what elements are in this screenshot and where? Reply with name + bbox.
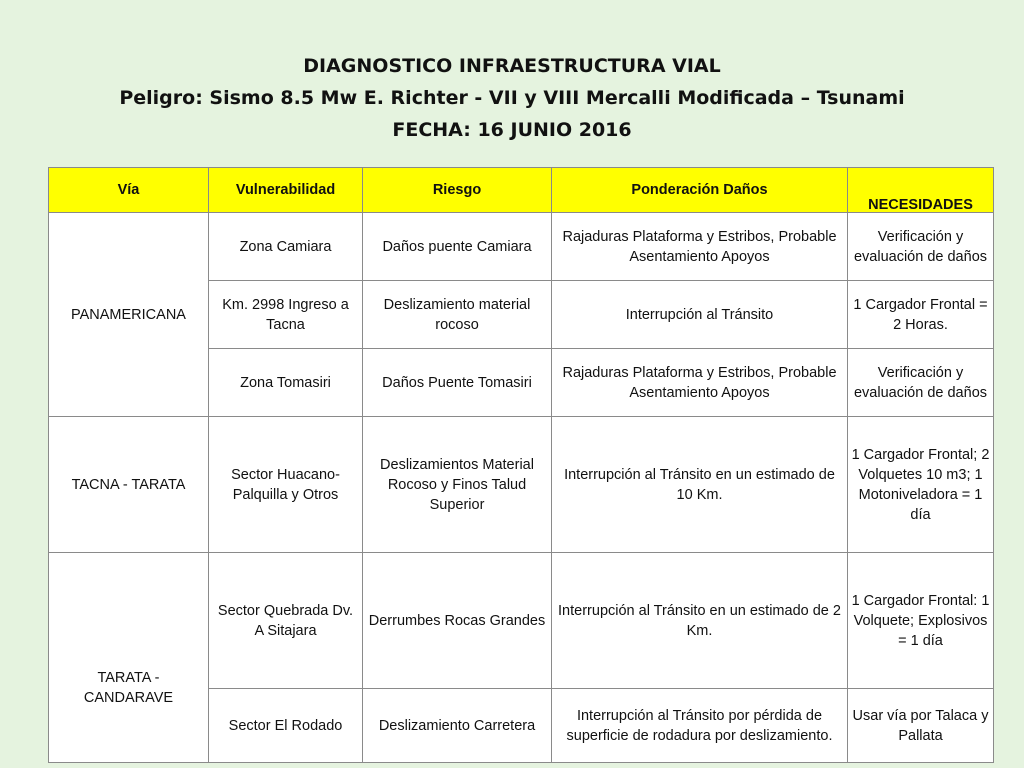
ponderacion-cell: Rajaduras Plataforma y Estribos, Probable Asentamiento Apoyos	[552, 213, 848, 281]
riesgo-cell: Derrumbes Rocas Grandes	[363, 553, 552, 689]
ponderacion-cell: Interrupción al Tránsito por pérdida de superficie de rodadura por deslizamiento.	[552, 689, 848, 763]
riesgo-cell: Daños Puente Tomasiri	[363, 349, 552, 417]
necesidades-cell: Usar vía por Talaca y Pallata	[848, 689, 994, 763]
necesidades-cell: 1 Cargador Frontal = 2 Horas.	[848, 281, 994, 349]
header-vulnerabilidad: Vulnerabilidad	[209, 168, 363, 213]
table-header-row	[49, 168, 994, 213]
necesidades-cell: 1 Cargador Frontal: 1 Volquete; Explosivos = 1 día	[848, 553, 994, 689]
via-cell: PANAMERICANA	[49, 213, 209, 417]
necesidades-cell: 1 Cargador Frontal; 2 Volquetes 10 m3; 1 Motoniveladora = 1 día	[848, 417, 994, 553]
ponderacion-cell: Interrupción al Tránsito	[552, 281, 848, 349]
vulnerabilidad-cell: Zona Tomasiri	[209, 349, 363, 417]
vulnerabilidad-cell: Sector Quebrada Dv. A Sitajara	[209, 553, 363, 689]
table-row	[49, 213, 994, 281]
title-line-2: Peligro: Sismo 8.5 Mw E. Richter - VII y VIII Mercalli Modificada – Tsunami	[119, 87, 905, 109]
riesgo-cell: Daños puente Camiara	[363, 213, 552, 281]
vulnerabilidad-cell: Sector Huacano-Palquilla y Otros	[209, 417, 363, 553]
vulnerabilidad-cell: Km. 2998 Ingreso a Tacna	[209, 281, 363, 349]
via-cell: TARATA - CANDARAVE	[49, 553, 209, 763]
table-row	[49, 417, 994, 553]
vulnerabilidad-cell: Sector El Rodado	[209, 689, 363, 763]
header-necesidades	[848, 168, 994, 213]
via-cell: TACNA - TARATA	[49, 417, 209, 553]
necesidades-cell: Verificación y evaluación de daños	[848, 213, 994, 281]
riesgo-cell: Deslizamiento Carretera	[363, 689, 552, 763]
header-via: Vía	[49, 168, 209, 213]
ponderacion-cell: Interrupción al Tránsito en un estimado de 10 Km.	[552, 417, 848, 553]
ponderacion-cell: Rajaduras Plataforma y Estribos, Probable Asentamiento Apoyos	[552, 349, 848, 417]
table-row	[49, 553, 994, 689]
diagnostic-table	[48, 167, 994, 763]
title-line-1: DIAGNOSTICO INFRAESTRUCTURA VIAL	[303, 55, 721, 77]
necesidades-cell: Verificación y evaluación de daños	[848, 349, 994, 417]
ponderacion-cell: Interrupción al Tránsito en un estimado de 2 Km.	[552, 553, 848, 689]
header-ponderacion: Ponderación Daños	[552, 168, 848, 213]
title-line-3: FECHA: 16 JUNIO 2016	[392, 119, 632, 141]
vulnerabilidad-cell: Zona Camiara	[209, 213, 363, 281]
riesgo-cell: Deslizamiento material rocoso	[363, 281, 552, 349]
slide-title	[0, 50, 1024, 146]
header-riesgo: Riesgo	[363, 168, 552, 213]
riesgo-cell: Deslizamientos Material Rocoso y Finos Talud Superior	[363, 417, 552, 553]
header-necesidades-label: NECESIDADES	[868, 197, 973, 213]
